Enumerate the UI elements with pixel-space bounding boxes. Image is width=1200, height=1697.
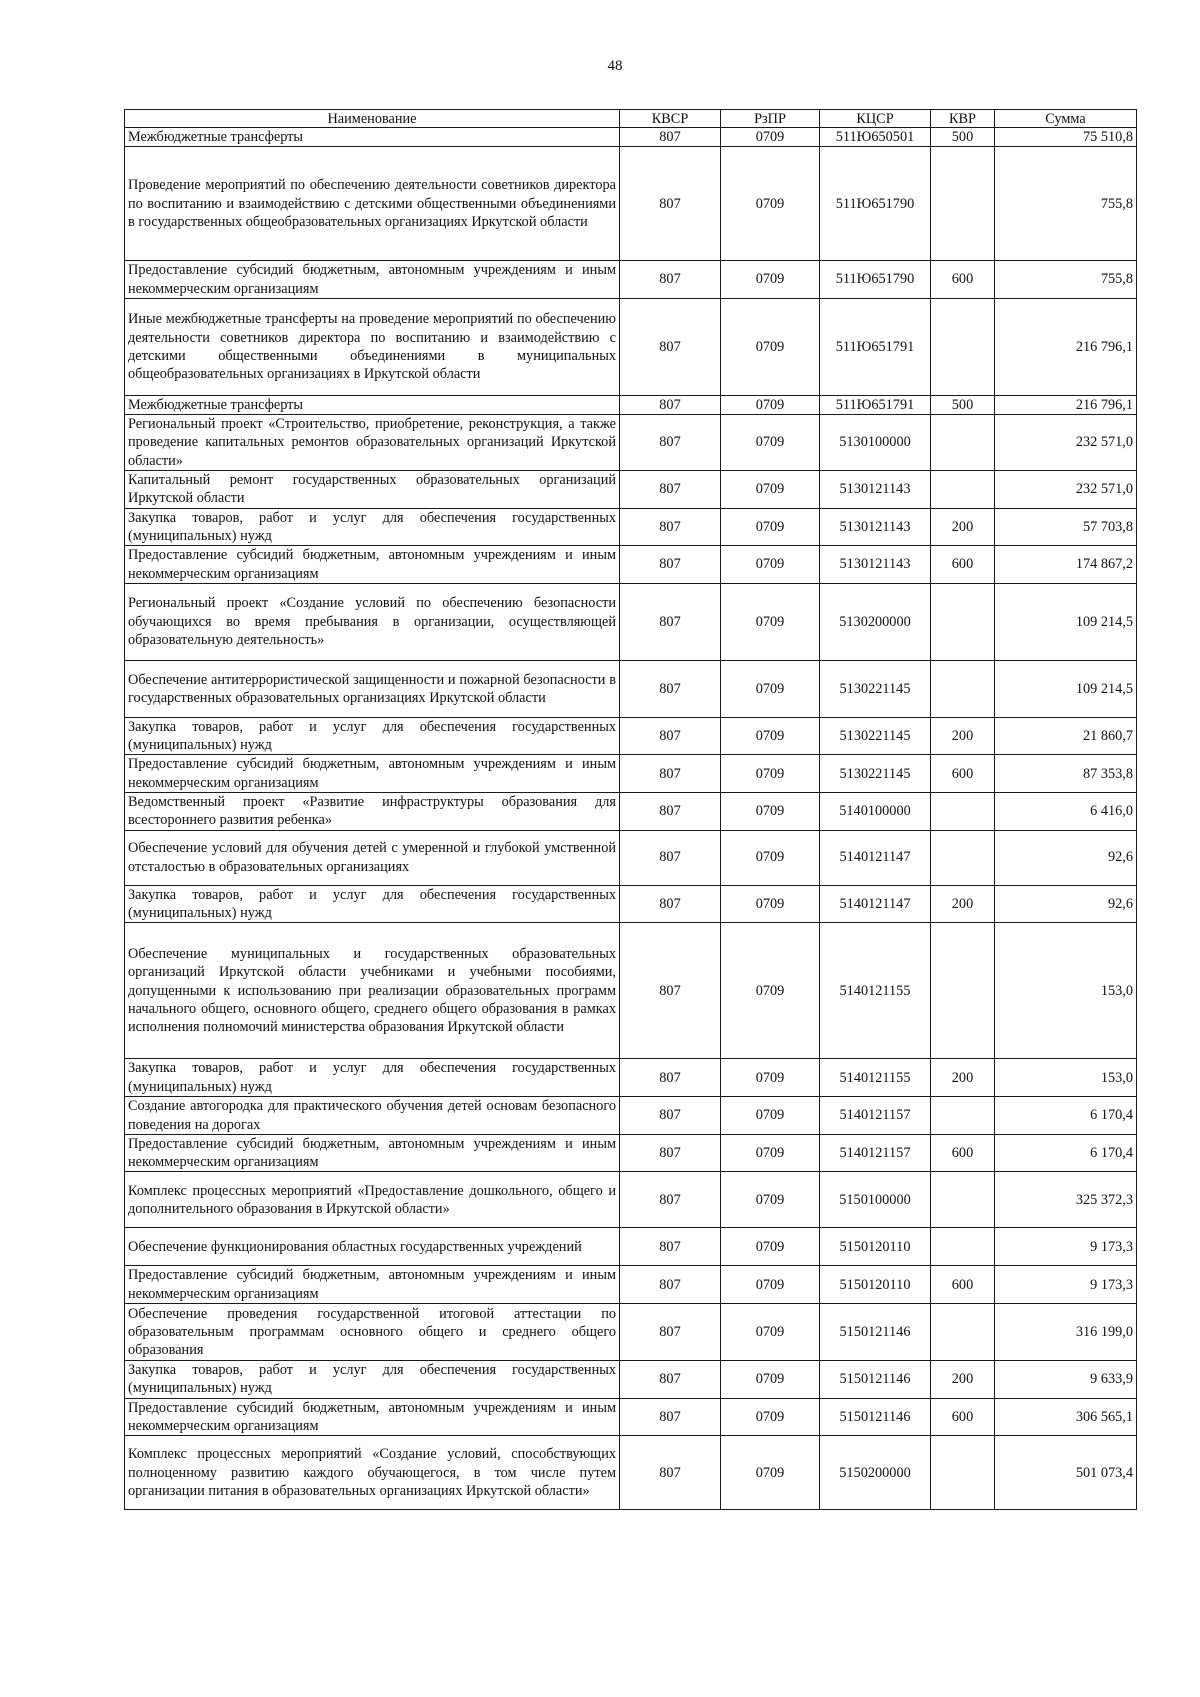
row-name: Предоставление субсидий бюджетным, автономным учреждениям и иным некоммерческим организациям — [125, 1266, 620, 1304]
table-row — [125, 395, 1137, 414]
row-kcsr: 5150100000 — [820, 1172, 931, 1228]
row-rzpr: 0709 — [721, 128, 820, 147]
row-sum: 501 073,4 — [995, 1436, 1137, 1510]
row-name: Ведомственный проект «Развитие инфраструктуры образования для всестороннего развития ребенка» — [125, 793, 620, 831]
row-kvr — [931, 1436, 995, 1510]
table-row — [125, 1097, 1137, 1135]
row-rzpr: 0709 — [721, 147, 820, 261]
row-sum: 153,0 — [995, 923, 1137, 1059]
row-kvsr: 807 — [620, 261, 721, 299]
row-rzpr: 0709 — [721, 1304, 820, 1361]
table-row — [125, 1134, 1137, 1172]
row-sum: 306 565,1 — [995, 1398, 1137, 1436]
row-kcsr: 5130121143 — [820, 508, 931, 546]
row-kvr: 200 — [931, 1361, 995, 1399]
row-name: Обеспечение функционирования областных государственных учреждений — [125, 1228, 620, 1266]
table-body — [125, 128, 1137, 1510]
row-rzpr: 0709 — [721, 1172, 820, 1228]
row-kvsr: 807 — [620, 830, 721, 885]
row-kcsr: 5150121146 — [820, 1304, 931, 1361]
row-kvsr: 807 — [620, 546, 721, 584]
table-row — [125, 1172, 1137, 1228]
table-row — [125, 923, 1137, 1059]
row-rzpr: 0709 — [721, 395, 820, 414]
table-row — [125, 508, 1137, 546]
row-kvsr: 807 — [620, 583, 721, 660]
row-sum: 232 571,0 — [995, 415, 1137, 471]
row-kvr: 200 — [931, 717, 995, 755]
row-kvsr: 807 — [620, 1361, 721, 1399]
table-row — [125, 298, 1137, 395]
row-name: Комплекс процессных мероприятий «Создание условий, способствующих полноценному развитию каждого обучающегося, в том числе путем организации питания в образовательных организациях Иркутской области» — [125, 1436, 620, 1510]
row-kcsr: 5140121155 — [820, 923, 931, 1059]
row-name: Предоставление субсидий бюджетным, автономным учреждениям и иным некоммерческим организациям — [125, 261, 620, 299]
row-name: Обеспечение проведения государственной итоговой аттестации по образовательным программам основного общего и среднего общего образования — [125, 1304, 620, 1361]
table-row — [125, 128, 1137, 147]
row-kvsr: 807 — [620, 793, 721, 831]
column-header-name: Наименование — [125, 110, 620, 128]
row-kvr: 600 — [931, 1266, 995, 1304]
row-rzpr: 0709 — [721, 1097, 820, 1135]
row-kvr: 500 — [931, 395, 995, 414]
table-row — [125, 660, 1137, 717]
table-row — [125, 793, 1137, 831]
row-kvr — [931, 830, 995, 885]
row-name: Закупка товаров, работ и услуг для обеспечения государственных (муниципальных) нужд — [125, 1059, 620, 1097]
row-sum: 57 703,8 — [995, 508, 1137, 546]
row-name: Предоставление субсидий бюджетным, автономным учреждениям и иным некоммерческим организациям — [125, 1134, 620, 1172]
row-rzpr: 0709 — [721, 1436, 820, 1510]
row-kvsr: 807 — [620, 508, 721, 546]
row-kcsr: 5140121157 — [820, 1134, 931, 1172]
row-sum: 6 170,4 — [995, 1097, 1137, 1135]
row-rzpr: 0709 — [721, 583, 820, 660]
table-row — [125, 1361, 1137, 1399]
row-kvr: 600 — [931, 755, 995, 793]
budget-table — [124, 109, 1137, 1510]
row-sum: 9 173,3 — [995, 1266, 1137, 1304]
row-name: Иные межбюджетные трансферты на проведение мероприятий по обеспечению деятельности советников директора по воспитанию и взаимодействию с детскими общественными объединениями в муниципальных общеобразовательных организациях в Иркутской области — [125, 298, 620, 395]
row-name: Закупка товаров, работ и услуг для обеспечения государственных (муниципальных) нужд — [125, 885, 620, 923]
row-kvr: 200 — [931, 508, 995, 546]
row-name: Закупка товаров, работ и услуг для обеспечения государственных (муниципальных) нужд — [125, 508, 620, 546]
row-kvsr: 807 — [620, 471, 721, 509]
row-kcsr: 5140121147 — [820, 830, 931, 885]
row-kcsr: 511Ю651791 — [820, 395, 931, 414]
row-sum: 21 860,7 — [995, 717, 1137, 755]
row-kcsr: 5140121147 — [820, 885, 931, 923]
row-name: Предоставление субсидий бюджетным, автономным учреждениям и иным некоммерческим организациям — [125, 1398, 620, 1436]
row-sum: 87 353,8 — [995, 755, 1137, 793]
table-row — [125, 755, 1137, 793]
row-rzpr: 0709 — [721, 830, 820, 885]
row-kcsr: 511Ю651790 — [820, 147, 931, 261]
row-sum: 216 796,1 — [995, 298, 1137, 395]
row-kcsr: 5140100000 — [820, 793, 931, 831]
row-name: Региональный проект «Создание условий по обеспечению безопасности обучающихся во время пребывания в организации, осуществляющей образовательную деятельность» — [125, 583, 620, 660]
row-rzpr: 0709 — [721, 298, 820, 395]
row-kvr: 600 — [931, 261, 995, 299]
row-sum: 75 510,8 — [995, 128, 1137, 147]
row-sum: 325 372,3 — [995, 1172, 1137, 1228]
row-rzpr: 0709 — [721, 923, 820, 1059]
row-sum: 92,6 — [995, 830, 1137, 885]
row-kvr — [931, 1228, 995, 1266]
row-kcsr: 5150120110 — [820, 1228, 931, 1266]
row-name: Межбюджетные трансферты — [125, 395, 620, 414]
row-kvr: 600 — [931, 1134, 995, 1172]
row-sum: 9 173,3 — [995, 1228, 1137, 1266]
table-row — [125, 1304, 1137, 1361]
row-rzpr: 0709 — [721, 1059, 820, 1097]
row-kvsr: 807 — [620, 395, 721, 414]
column-header-sum: Сумма — [995, 110, 1137, 128]
row-kcsr: 5130100000 — [820, 415, 931, 471]
row-kvsr: 807 — [620, 1228, 721, 1266]
row-kvsr: 807 — [620, 147, 721, 261]
row-kvsr: 807 — [620, 1266, 721, 1304]
row-name: Создание автогородка для практического обучения детей основам безопасного поведения на дорогах — [125, 1097, 620, 1135]
row-kcsr: 511Ю651790 — [820, 261, 931, 299]
row-rzpr: 0709 — [721, 793, 820, 831]
row-rzpr: 0709 — [721, 1266, 820, 1304]
column-header-rzpr: РзПР — [721, 110, 820, 128]
table-header — [125, 110, 1137, 128]
row-rzpr: 0709 — [721, 1361, 820, 1399]
row-kvr — [931, 660, 995, 717]
table-row — [125, 1436, 1137, 1510]
table-row — [125, 546, 1137, 584]
row-kcsr: 5130221145 — [820, 755, 931, 793]
row-kvsr: 807 — [620, 755, 721, 793]
table-row — [125, 1228, 1137, 1266]
row-sum: 216 796,1 — [995, 395, 1137, 414]
row-sum: 6 416,0 — [995, 793, 1137, 831]
row-sum: 316 199,0 — [995, 1304, 1137, 1361]
row-kvsr: 807 — [620, 128, 721, 147]
row-kcsr: 5150121146 — [820, 1398, 931, 1436]
page-number: 48 — [607, 58, 623, 74]
row-name: Проведение мероприятий по обеспечению деятельности советников директора по воспитанию и взаимодействию с детскими общественными объединениями в государственных общеобразовательных организациях Иркутской области — [125, 147, 620, 261]
row-kvr: 500 — [931, 128, 995, 147]
row-kcsr: 511Ю650501 — [820, 128, 931, 147]
row-name: Капитальный ремонт государственных образовательных организаций Иркутской области — [125, 471, 620, 509]
row-rzpr: 0709 — [721, 471, 820, 509]
row-kvsr: 807 — [620, 415, 721, 471]
row-sum: 153,0 — [995, 1059, 1137, 1097]
table-row — [125, 885, 1137, 923]
row-sum: 9 633,9 — [995, 1361, 1137, 1399]
row-kvsr: 807 — [620, 1436, 721, 1510]
row-kcsr: 5130121143 — [820, 546, 931, 584]
row-kvr — [931, 923, 995, 1059]
row-sum: 92,6 — [995, 885, 1137, 923]
row-name: Обеспечение антитеррористической защищенности и пожарной безопасности в государственных образовательных организациях Иркутской области — [125, 660, 620, 717]
row-rzpr: 0709 — [721, 546, 820, 584]
row-sum: 109 214,5 — [995, 583, 1137, 660]
row-rzpr: 0709 — [721, 415, 820, 471]
row-kvr: 600 — [931, 546, 995, 584]
row-kcsr: 5130221145 — [820, 660, 931, 717]
row-sum: 109 214,5 — [995, 660, 1137, 717]
row-sum: 755,8 — [995, 261, 1137, 299]
row-sum: 174 867,2 — [995, 546, 1137, 584]
row-kcsr: 5140121157 — [820, 1097, 931, 1135]
row-kvr — [931, 1172, 995, 1228]
row-kvr — [931, 1304, 995, 1361]
row-rzpr: 0709 — [721, 755, 820, 793]
row-kcsr: 5130221145 — [820, 717, 931, 755]
row-name: Обеспечение условий для обучения детей с умеренной и глубокой умственной отсталостью в образовательных организациях — [125, 830, 620, 885]
row-name: Предоставление субсидий бюджетным, автономным учреждениям и иным некоммерческим организациям — [125, 755, 620, 793]
row-name: Обеспечение муниципальных и государственных образовательных организаций Иркутской области учебниками и учебными пособиями, допущенными к использованию при реализации образовательных программ начального общего, основного общего, среднего общего образования в рамках исполнения полномочий министерства образования Иркутской области — [125, 923, 620, 1059]
table-row — [125, 830, 1137, 885]
row-kcsr: 5130121143 — [820, 471, 931, 509]
row-kvr — [931, 298, 995, 395]
column-header-kvsr: КВСР — [620, 110, 721, 128]
row-name: Межбюджетные трансферты — [125, 128, 620, 147]
row-rzpr: 0709 — [721, 660, 820, 717]
row-kvr — [931, 415, 995, 471]
row-sum: 6 170,4 — [995, 1134, 1137, 1172]
row-name: Закупка товаров, работ и услуг для обеспечения государственных (муниципальных) нужд — [125, 1361, 620, 1399]
row-kvsr: 807 — [620, 1134, 721, 1172]
table-row — [125, 415, 1137, 471]
row-kvr — [931, 147, 995, 261]
row-kvsr: 807 — [620, 1304, 721, 1361]
column-header-kcsr: КЦСР — [820, 110, 931, 128]
table-row — [125, 1266, 1137, 1304]
row-name: Предоставление субсидий бюджетным, автономным учреждениям и иным некоммерческим организациям — [125, 546, 620, 584]
row-kvsr: 807 — [620, 1398, 721, 1436]
row-rzpr: 0709 — [721, 1398, 820, 1436]
table-row — [125, 471, 1137, 509]
row-kvsr: 807 — [620, 298, 721, 395]
row-rzpr: 0709 — [721, 717, 820, 755]
table-row — [125, 147, 1137, 261]
column-header-kvr: КВР — [931, 110, 995, 128]
row-kvr: 600 — [931, 1398, 995, 1436]
row-kvr: 200 — [931, 1059, 995, 1097]
row-kcsr: 5150120110 — [820, 1266, 931, 1304]
row-kvr — [931, 1097, 995, 1135]
row-kvr — [931, 471, 995, 509]
row-kvsr: 807 — [620, 1097, 721, 1135]
row-name: Комплекс процессных мероприятий «Предоставление дошкольного, общего и дополнительного образования в Иркутской области» — [125, 1172, 620, 1228]
row-kvsr: 807 — [620, 717, 721, 755]
row-sum: 232 571,0 — [995, 471, 1137, 509]
table-row — [125, 261, 1137, 299]
row-name: Региональный проект «Строительство, приобретение, реконструкция, а также проведение капитальных ремонтов образовательных организаций Иркутской области» — [125, 415, 620, 471]
row-kvsr: 807 — [620, 1059, 721, 1097]
table-row — [125, 717, 1137, 755]
row-kcsr: 511Ю651791 — [820, 298, 931, 395]
row-name: Закупка товаров, работ и услуг для обеспечения государственных (муниципальных) нужд — [125, 717, 620, 755]
row-kvsr: 807 — [620, 885, 721, 923]
table-row — [125, 583, 1137, 660]
row-rzpr: 0709 — [721, 261, 820, 299]
row-kvr — [931, 583, 995, 660]
row-rzpr: 0709 — [721, 1134, 820, 1172]
header-row — [125, 110, 1137, 128]
row-kvsr: 807 — [620, 1172, 721, 1228]
row-kcsr: 5150121146 — [820, 1361, 931, 1399]
row-kcsr: 5150200000 — [820, 1436, 931, 1510]
row-kvsr: 807 — [620, 660, 721, 717]
table-row — [125, 1059, 1137, 1097]
row-sum: 755,8 — [995, 147, 1137, 261]
row-kvsr: 807 — [620, 923, 721, 1059]
row-kcsr: 5140121155 — [820, 1059, 931, 1097]
row-rzpr: 0709 — [721, 508, 820, 546]
row-rzpr: 0709 — [721, 885, 820, 923]
table-row — [125, 1398, 1137, 1436]
row-kcsr: 5130200000 — [820, 583, 931, 660]
row-rzpr: 0709 — [721, 1228, 820, 1266]
row-kvr: 200 — [931, 885, 995, 923]
row-kvr — [931, 793, 995, 831]
